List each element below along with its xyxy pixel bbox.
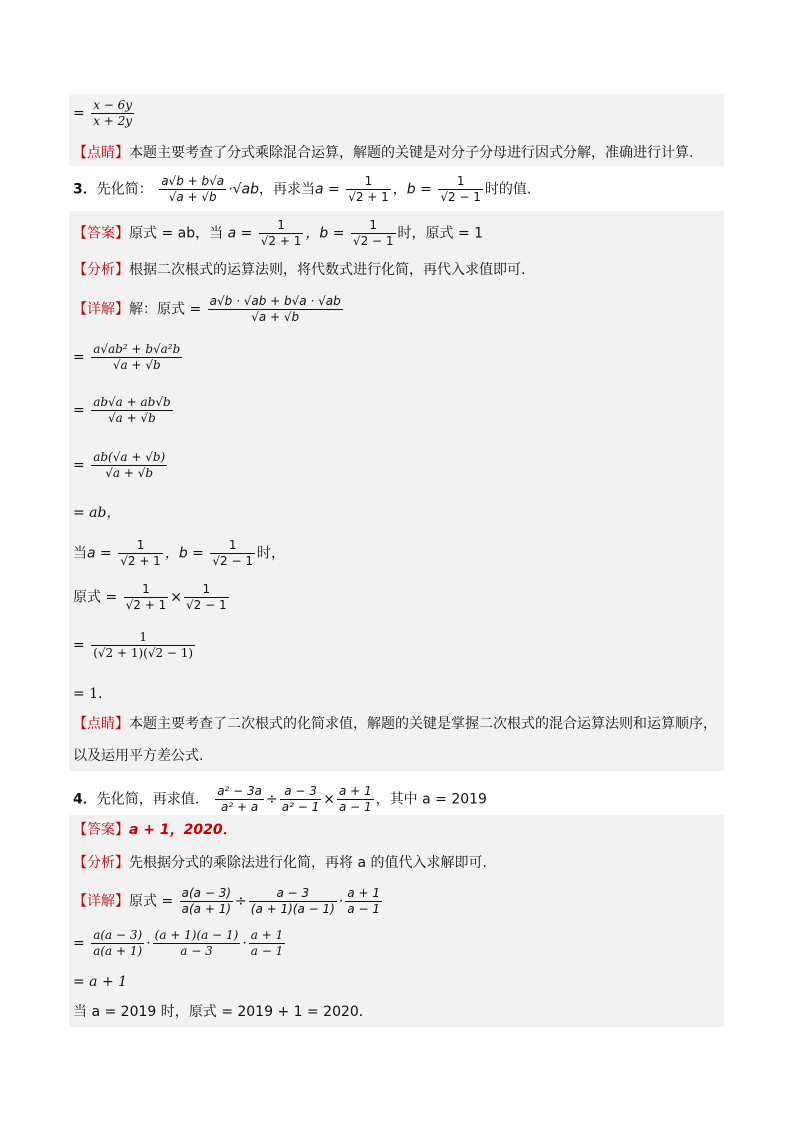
detail-3-step1: 【详解】解：原式 = $\frac{a√b \cdot √ab + b√a \cdot √ab}{√a + √b}$	[73, 294, 341, 324]
fraction: $\frac{ab√a + ab√b}{√a + √b}$	[93, 395, 171, 425]
detail-4-step2: = $\frac{a(a - 3)}{a(a + 1)}$ · $\frac{(a + 1)(a - 1)}{a - 3}$ · $\frac{a + 1}{a - 1}$	[73, 928, 284, 958]
dianjing-line: 【点睛】本题主要考查了分式乘除混合运算，解题的关键是对分子分母进行因式分解，准确进行计算.	[73, 145, 694, 161]
answer-4: 【答案】a + 1，2020．	[73, 822, 237, 838]
fraction: $\frac{1}{√2 - 1}$	[185, 582, 227, 612]
fraction: $\frac{\text{a² − 3a}}{\text{a² + a}}$	[217, 784, 263, 814]
detail-3-step8: = 1．	[73, 686, 113, 702]
answer-3: 【答案】原式 = ab，当 a = $\frac{1}{√2 + 1}$ ，b = $\frac{1}{√2 - 1}$ 时，原式 = 1	[73, 218, 484, 248]
question-3: 3．先化简： $\frac{a√b + b√a}{√a + √b}$ ·√ab，再求当a = $\frac{1}{√2 + 1}$ ，b = $\frac{1}{√2 - 1}$ 时的值.	[73, 174, 532, 204]
analysis-3: 【分析】根据二次根式的运算法则，将代数式进行化简，再代入求值即可.	[73, 262, 526, 278]
detail-4-step3: = a + 1	[73, 974, 128, 990]
fraction: $\frac{1}{(√2 + 1)(√2 - 1)}$	[93, 630, 194, 660]
fraction: $\frac{ab(√a + √b)}{√a + √b}$	[93, 450, 166, 480]
question-4: 4．先化简，再求值． $\frac{\text{a² − 3a}}{\text{a² + a}}$ ÷ $\frac{a - 3}{\text{a² − 1}}$ × $\frac{a + 1}{a - 1}$ ，其中 a = 2019	[73, 784, 487, 814]
fraction: $\frac{x - 6y}{x + 2y}$	[93, 98, 133, 128]
detail-3-step5: = ab，	[73, 505, 121, 521]
analysis-4: 【分析】先根据分式的乘除法进行化简，再将 a 的值代入求解即可．	[73, 855, 497, 871]
fraction: $\frac{\text{a√ab² + b√a²b}}{√a + √b}$	[93, 342, 181, 372]
block-answer4	[69, 815, 724, 1027]
fraction: $\frac{a(a - 3)}{a(a + 1)}$	[93, 928, 143, 958]
fraction: $\frac{1}{√2 + 1}$	[120, 538, 161, 568]
detail-4-final: 当 a = 2019 时，原式 = 2019 + 1 = 2020．	[73, 1004, 373, 1020]
fraction: $\frac{a√b \cdot √ab + b√a \cdot √ab}{√a + √b}$	[209, 294, 341, 324]
fraction: $\frac{a + 1}{a - 1}$	[250, 928, 284, 958]
detail-3-step7: = $\frac{1}{(√2 + 1)(√2 - 1)}$	[73, 630, 194, 660]
detail-3-when: 当a = $\frac{1}{√2 + 1}$ ，b = $\frac{1}{√2 - 1}$ 时，	[73, 538, 285, 568]
fraction: $\frac{a(a - 3)}{a(a + 1)}$	[181, 886, 232, 916]
fraction: $\frac{1}{√2 + 1}$	[125, 582, 167, 612]
detail-3-step2: = $\frac{\text{a√ab² + b√a²b}}{√a + √b}$	[73, 342, 181, 372]
detail-4-step1: 【详解】原式 = $\frac{a(a - 3)}{a(a + 1)}$ ÷ $\frac{a - 3}{(a + 1)(a - 1)}$ · $\frac{a + 1}{a - 1}$	[73, 886, 380, 916]
fraction: $\frac{1}{√2 + 1}$	[260, 218, 302, 248]
fraction: $\frac{a - 3}{\text{a² − 1}}$	[281, 784, 320, 814]
fraction: $\frac{a + 1}{a - 1}$	[339, 784, 372, 814]
fraction: $\frac{1}{√2 - 1}$	[212, 538, 253, 568]
detail-3-orig: 原式 = $\frac{1}{√2 + 1}$ × $\frac{1}{√2 - 1}$	[73, 582, 227, 612]
dianjing-3-line2: 以及运用平方差公式.	[73, 748, 204, 764]
fraction: $\frac{1}{√2 - 1}$	[440, 174, 481, 204]
fraction: $\frac{1}{√2 - 1}$	[352, 218, 394, 248]
fraction: $\frac{a - 3}{(a + 1)(a - 1)}$	[250, 886, 335, 916]
detail-3-step4: = $\frac{ab(√a + √b)}{√a + √b}$	[73, 450, 166, 480]
detail-3-step3: = $\frac{ab√a + ab√b}{√a + √b}$	[73, 395, 171, 425]
fraction: $\frac{1}{√2 + 1}$	[348, 174, 389, 204]
fraction: $\frac{a + 1}{a - 1}$	[347, 886, 380, 916]
fraction: $\frac{a√b + b√a}{√a + √b}$	[161, 174, 225, 204]
eq-line: = $\frac{x - 6y}{x + 2y}$	[73, 98, 133, 128]
dianjing-3-line1: 【点睛】本题主要考查了二次根式的化简求值，解题的关键是掌握二次根式的混合运算法则和运算顺序，	[73, 716, 717, 732]
fraction: $\frac{(a + 1)(a - 1)}{a - 3}$	[154, 928, 239, 958]
